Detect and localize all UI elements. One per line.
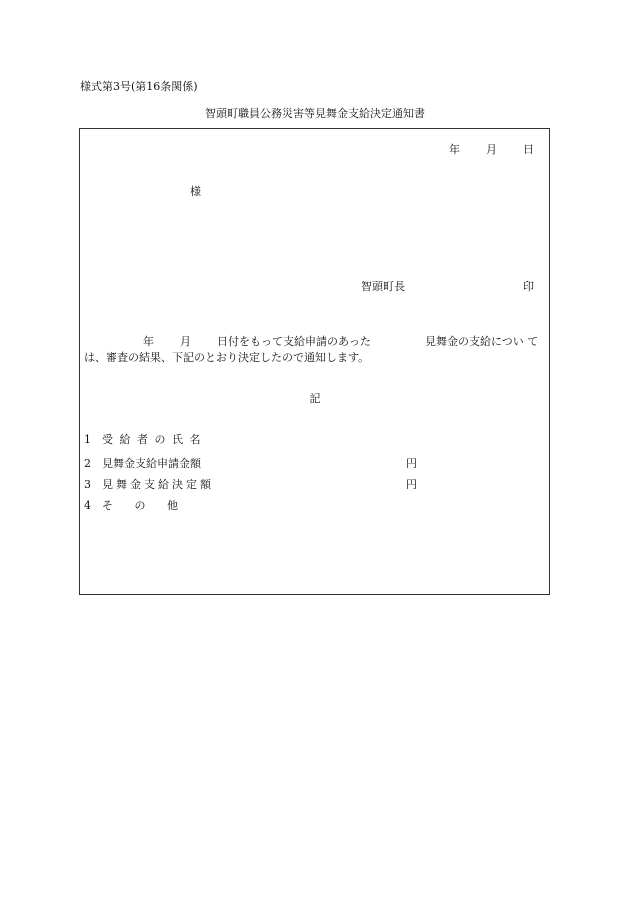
item-unit: 円 xyxy=(406,457,417,470)
body-line-1 xyxy=(143,335,371,349)
item-number: 1 xyxy=(84,433,91,446)
form-number: 様式第3号(第16条関係) xyxy=(80,80,198,93)
seal-mark: 印 xyxy=(523,280,534,293)
item-number: 2 xyxy=(84,457,91,470)
item-label: 見舞金支給決定額 xyxy=(102,478,214,491)
addressee-honorific: 様 xyxy=(190,185,201,198)
body-text-1: 日付をもって支給申請のあった xyxy=(217,335,371,348)
item-row xyxy=(84,478,214,492)
date-year-label: 年 xyxy=(449,143,460,156)
item-row xyxy=(84,457,201,471)
body-year-label: 年 xyxy=(143,335,154,348)
ki-heading: 記 xyxy=(309,392,321,405)
item-unit: 円 xyxy=(406,478,417,491)
date-month-label: 月 xyxy=(486,143,497,156)
item-label: そ の 他 xyxy=(102,499,178,512)
item-number: 3 xyxy=(84,478,91,491)
date-line xyxy=(449,143,534,157)
item-number: 4 xyxy=(84,499,91,512)
issuer-title: 智頭町長 xyxy=(361,280,405,293)
item-row xyxy=(84,433,207,447)
date-day-label: 日 xyxy=(523,143,534,156)
body-month-label: 月 xyxy=(180,335,191,348)
body-line-2: は、審査の結果、下記のとおり決定したので通知します。 xyxy=(84,351,370,364)
item-row xyxy=(84,499,178,513)
item-label: 見舞金支給申請金額 xyxy=(102,457,201,470)
body-line-1-tail: 見舞金の支給につい て xyxy=(425,335,539,348)
item-label: 受給者の氏名 xyxy=(102,433,207,446)
document-title: 智頭町職員公務災害等見舞金支給決定通知書 xyxy=(205,107,425,120)
